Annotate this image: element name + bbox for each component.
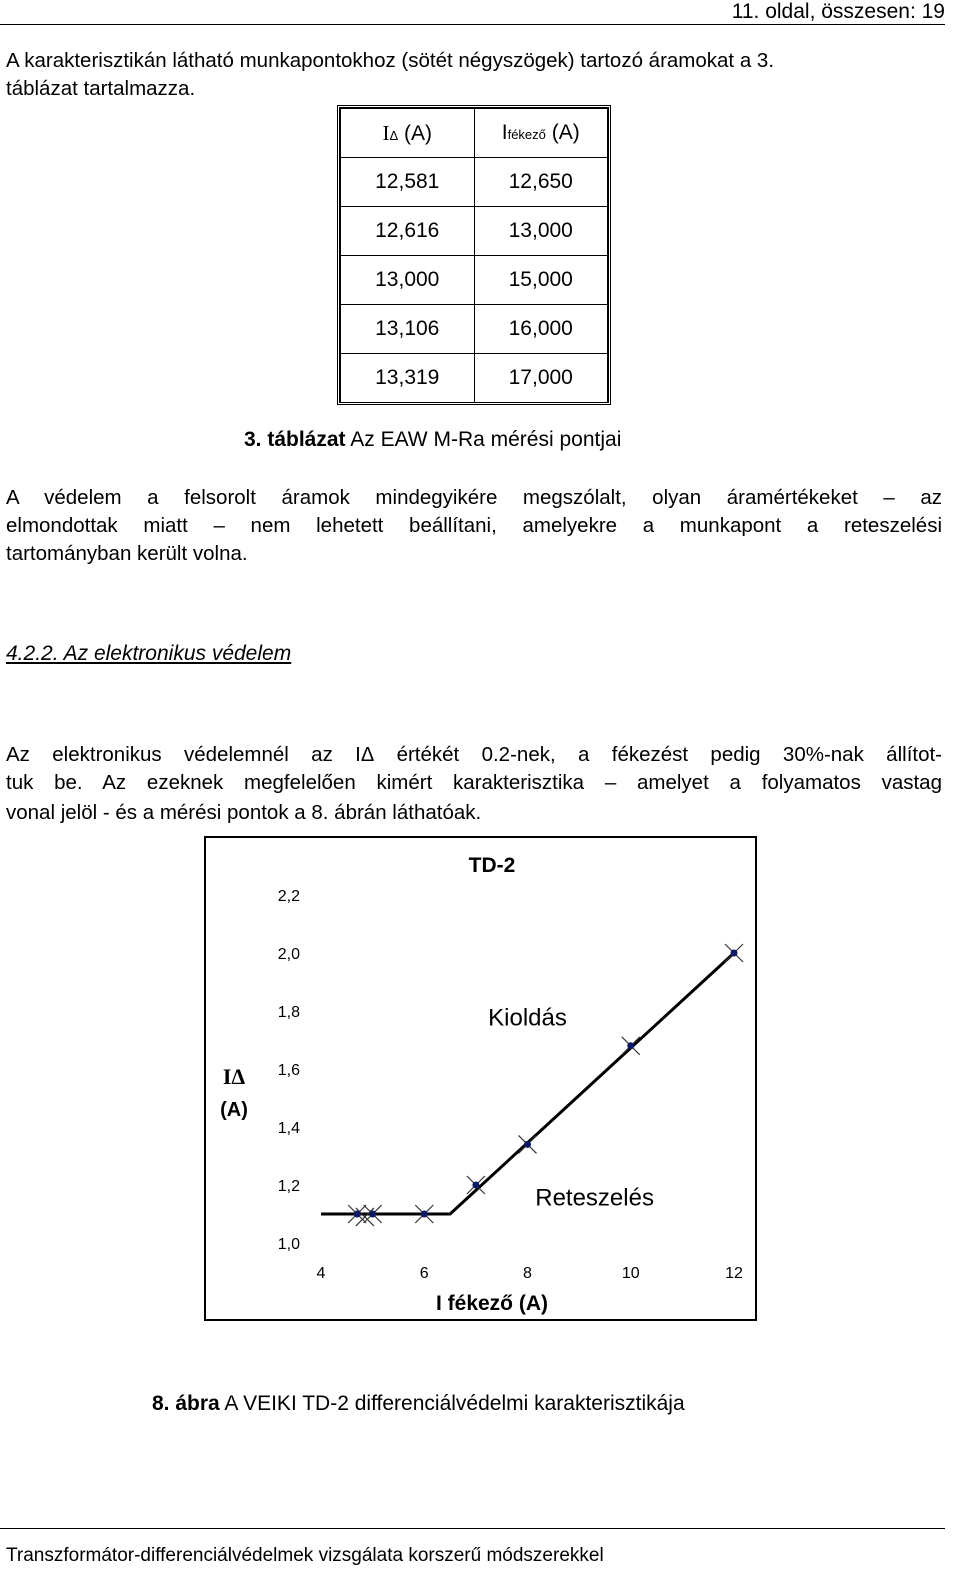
para2-line-3: vonal jelöl - és a mérési pontok a 8. ábrán láthatóak. — [6, 801, 482, 824]
para2-delta-symbol: Δ — [360, 744, 375, 766]
figure-caption — [152, 1392, 685, 1416]
para2-line-1 — [6, 741, 942, 769]
chart-title: TD-2 — [468, 854, 516, 877]
table-cell: 12,616 — [341, 207, 475, 256]
chart-annotations — [488, 1005, 654, 1212]
page-footer: Transzformátor-differenciálvédelmek vizsgálata korszerű módszerekkel — [6, 1545, 604, 1566]
idelta-unit: (A) — [404, 121, 433, 145]
table-row — [341, 207, 608, 256]
para1-line-3: tartományban került volna. — [6, 542, 248, 565]
table-row — [341, 305, 608, 354]
measurement-point — [421, 1211, 428, 1218]
table-cell: 16,000 — [474, 305, 608, 354]
ifekezo-unit: (A) — [551, 121, 580, 144]
table-cell: 13,319 — [341, 354, 475, 402]
chart-annotation: Kioldás — [488, 1004, 567, 1032]
x-tick-label: 12 — [725, 1265, 743, 1282]
characteristic-line — [321, 953, 734, 1214]
table-cell: 12,650 — [474, 158, 608, 207]
chart-annotation: Reteszelés — [535, 1184, 654, 1212]
para2-text-a: Az elektronikus védelemnél az I — [6, 743, 361, 766]
table-header-ifekezo — [474, 109, 608, 158]
chart-ylabel-unit: (A) — [220, 1099, 248, 1121]
table-cell: 17,000 — [474, 354, 608, 402]
x-tick-label: 6 — [419, 1265, 429, 1282]
page-number: 11. oldal, összesen: 19 — [731, 0, 945, 23]
measurement-point — [369, 1211, 376, 1218]
measurement-point — [627, 1042, 634, 1049]
table-header-row — [341, 109, 608, 158]
table-cell: 13,106 — [341, 305, 475, 354]
chart-frame — [204, 836, 757, 1321]
table-caption-text: Az EAW M-Ra mérési pontjai — [350, 428, 622, 451]
current-table — [337, 105, 611, 405]
table-cell: 15,000 — [474, 256, 608, 305]
y-tick-label: 1,4 — [277, 1120, 300, 1137]
table-cell: 12,581 — [341, 158, 475, 207]
y-tick-label: 2,0 — [277, 946, 300, 963]
figure-caption-number: 8. ábra — [152, 1392, 220, 1415]
page-header — [0, 0, 945, 25]
x-tick-label: 10 — [621, 1265, 640, 1282]
footer-divider — [0, 1528, 945, 1529]
para2-line-2: tuk be. Az ezeknek megfelelően kimért karakterisztika – amelyet a folyamatos vastag — [6, 771, 942, 794]
measurement-point — [731, 950, 738, 957]
y-tick-label: 1,2 — [277, 1178, 300, 1195]
ifekezo-subscript: fékező — [507, 127, 546, 142]
table-row — [341, 158, 608, 207]
y-tick-label: 1,0 — [277, 1236, 300, 1253]
measurement-point — [354, 1211, 361, 1218]
current-table-grid — [340, 108, 608, 402]
para1-line-2: elmondottak miatt – nem lehetett beállítani, amelyekre a munkapont a reteszelési — [6, 514, 942, 537]
table-caption — [244, 428, 621, 452]
x-tick-label: 4 — [316, 1265, 326, 1282]
y-tick-label: 2,2 — [277, 888, 300, 905]
para2-text-b: értékét 0.2-nek, a fékezést pedig 30%-nak állítot- — [396, 743, 943, 766]
x-tick-label: 8 — [523, 1265, 532, 1282]
table-cell: 13,000 — [474, 207, 608, 256]
para1-line-1: A védelem a felsorolt áramok mindegyikére megszólalt, olyan áramértékeket – az — [6, 486, 942, 509]
chart-series — [321, 944, 743, 1226]
y-tick-label: 1,8 — [277, 1004, 300, 1021]
table-header-idelta — [341, 109, 475, 158]
table-row — [341, 354, 608, 402]
idelta-subscript: Δ — [389, 127, 399, 143]
intro-line-1: A karakterisztikán látható munkapontokhoz (sötét négyszögek) tartozó áramokat a 3. — [6, 49, 775, 72]
figure-caption-text: A VEIKI TD-2 differenciálvédelmi karakterisztikája — [224, 1392, 685, 1415]
table-cell: 13,000 — [341, 256, 475, 305]
chart-xlabel: I fékező (A) — [435, 1292, 549, 1315]
y-tick-label: 1,6 — [277, 1062, 300, 1079]
chart-axes — [278, 888, 743, 1282]
measurement-point — [472, 1182, 479, 1189]
measurement-point — [524, 1141, 531, 1148]
section-heading: 4.2.2. Az elektronikus védelem — [6, 642, 292, 665]
table-row — [341, 256, 608, 305]
ifekezo-symbol: I — [501, 121, 508, 144]
idelta-symbol: I — [382, 120, 390, 145]
intro-line-2: táblázat tartalmazza. — [6, 77, 196, 100]
table-caption-number: 3. táblázat — [244, 428, 346, 451]
td2-chart — [206, 838, 755, 1319]
chart-ylabel-symbol: IΔ — [222, 1064, 246, 1089]
